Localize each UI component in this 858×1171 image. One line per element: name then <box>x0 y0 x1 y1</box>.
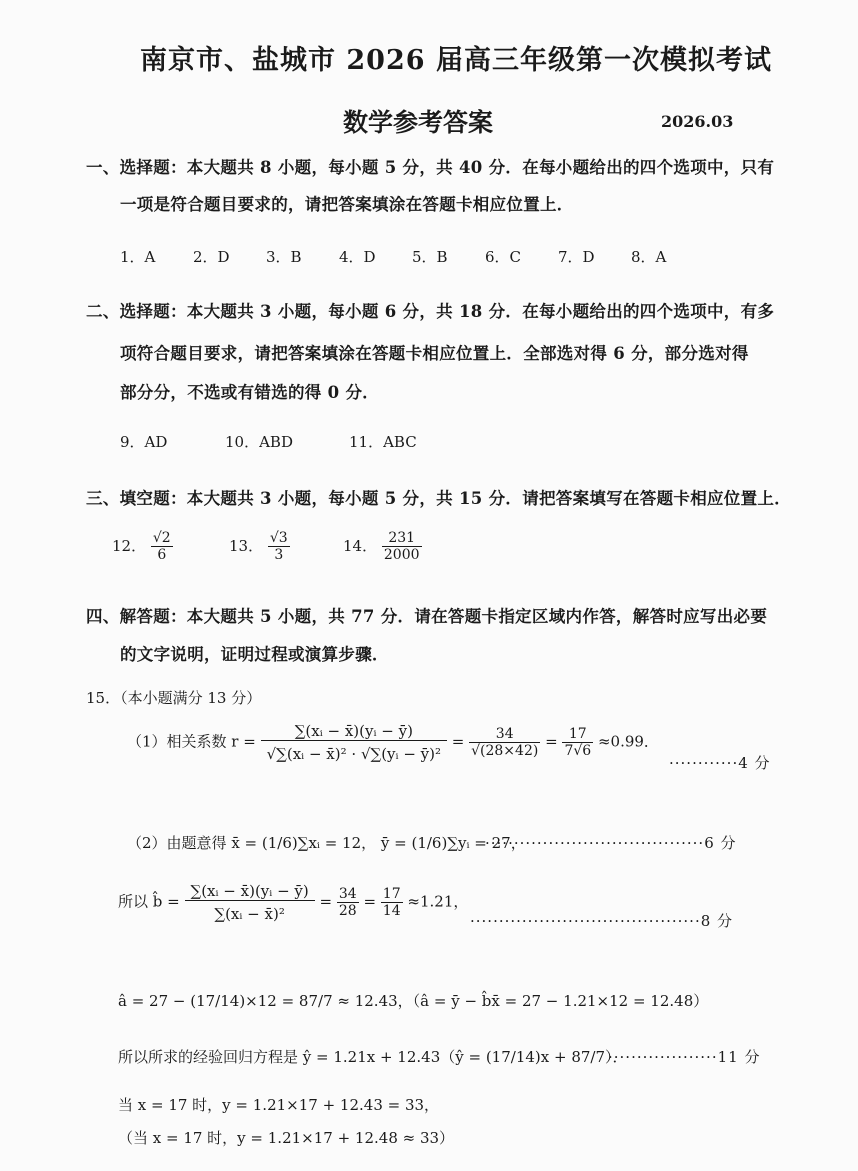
answer-item: 11．ABC <box>349 433 417 451</box>
exam-date: 2026.03 <box>661 112 734 131</box>
section3-heading: 三、填空题：本大题共 3 小题，每小题 5 分，共 15 分．请把答案填写在答题卡相应位置上． <box>86 489 791 508</box>
numerator: 17 <box>562 726 593 743</box>
part1-fraction-3 <box>562 726 593 759</box>
part2-score: ······································6 分 <box>485 834 737 852</box>
part1-lead: （1）相关系数 r = <box>127 732 256 751</box>
answer-item <box>112 530 229 563</box>
section2-heading-cont2: 部分分，不选或有错选的得 0 分． <box>120 383 380 402</box>
denominator: 28 <box>338 903 357 919</box>
part2-lead: （2）由题意得 <box>127 834 227 852</box>
part3-score: ········································8 分 <box>470 912 734 930</box>
score-text: 4 分 <box>738 754 771 772</box>
answer-item: 3．B <box>266 248 302 266</box>
numerator: ∑(xᵢ − x̄)(yᵢ − ȳ) <box>185 882 315 901</box>
section2-heading: 二、选择题：本大题共 3 小题，每小题 6 分，共 18 分．在每小题给出的四个选项中，有多 <box>86 302 775 321</box>
section3-answers <box>112 530 422 563</box>
denominator: 6 <box>157 547 167 563</box>
denominator: √(28×42) <box>471 743 539 759</box>
answer-fraction <box>268 530 290 563</box>
answer-item: 2．D <box>193 248 230 266</box>
answer-label: 13． <box>229 536 264 555</box>
q15-part3: 所以 b̂ = $\frac{\text{∑(xᵢ − x̄)(yᵢ − ȳ)}}{\text{∑(xᵢ − x̄)²}}$ = $\frac{34}{28}$ = $\frac{17}{14}$ ≈1.21， <box>118 882 469 923</box>
section1-answers <box>120 246 666 267</box>
denominator: 7√6 <box>564 743 592 759</box>
answer-item: 1．A <box>120 248 156 266</box>
denominator: ∑(xᵢ − x̄)² <box>214 905 285 923</box>
answer-item <box>229 530 343 563</box>
answer-item: 4．D <box>339 248 376 266</box>
section2-answers <box>120 431 417 452</box>
q15-header: 15．（本小题满分 13 分） <box>86 689 262 707</box>
numerator: √2 <box>152 530 171 546</box>
q15-part6-line1: 当 x = 17 时，y = 1.21×17 + 12.43 = 33， <box>118 1096 440 1114</box>
denominator: 2000 <box>383 547 420 563</box>
numerator: √3 <box>269 530 288 546</box>
numerator: 231 <box>382 530 422 547</box>
section1-heading-cont: 一项是符合题目要求的，请把答案填涂在答题卡相应位置上． <box>120 195 574 214</box>
part1-score: ············4 分 <box>669 754 771 772</box>
answer-fraction <box>382 530 422 563</box>
answer-fraction <box>151 530 173 563</box>
answer-label: 14． <box>343 536 378 555</box>
denominator: 3 <box>274 547 284 563</box>
denominator: √∑(xᵢ − x̄)² · √∑(yᵢ − ȳ)² <box>266 745 441 763</box>
answer-item: 10．ABD <box>225 433 293 451</box>
part2-xbar: x̄ = (1/6)∑xᵢ = 12， <box>231 834 377 852</box>
q15-part6-line2: （当 x = 17 时，y = 1.21×17 + 12.48 ≈ 33） <box>118 1129 455 1147</box>
score-text: 8 分 <box>700 912 734 930</box>
answer-label: 12． <box>112 536 147 555</box>
numerator: 34 <box>338 886 357 902</box>
part1-fraction-2 <box>469 726 540 759</box>
part3-fraction <box>185 882 315 923</box>
section1-heading: 一、选择题：本大题共 8 小题，每小题 5 分，共 40 分．在每小题给出的四个选项中，只有 <box>86 158 775 177</box>
part1-fraction <box>261 722 447 763</box>
section4-heading-cont: 的文字说明，证明过程或演算步骤． <box>120 645 389 664</box>
part3-lead: 所以 b̂ = <box>118 892 180 911</box>
part3-result: ≈1.21， <box>407 892 469 911</box>
section4-heading: 四、解答题：本大题共 5 小题，共 77 分．请在答题卡指定区域内作答，解答时应写出必要 <box>86 607 768 626</box>
answer-item: 7．D <box>558 248 595 266</box>
denominator: 14 <box>382 903 401 919</box>
q15-part4: â = 27 − (17/14)×12 = 87/7 ≈ 12.43，（â = ȳ − b̂x̄ = 27 − 1.21×12 = 12.48） <box>118 992 709 1010</box>
numerator: ∑(xᵢ − x̄)(yᵢ − ȳ) <box>261 722 447 741</box>
page-title: 南京市、盐城市 2026 届高三年级第一次模拟考试 <box>140 45 772 76</box>
part3-fraction-2 <box>337 886 359 919</box>
q15-part2 <box>127 832 526 853</box>
page-subtitle: 数学参考答案 <box>343 108 494 137</box>
score-text: 11 分 <box>717 1048 761 1066</box>
q15-part5: 所以所求的经验回归方程是 ŷ = 1.21x + 12.43（ŷ = (17/14)x + 87/7）． <box>118 1048 628 1066</box>
part2-ybar: ȳ = (1/6)∑yᵢ = 27， <box>380 834 526 852</box>
answer-item: 8．A <box>631 248 667 266</box>
q15-part1: （1）相关系数 r = $\frac{\text{∑(xᵢ − x̄)(yᵢ − ȳ)}}{\text{√∑(xᵢ − x̄)² · √∑(yᵢ − ȳ)²}}$ = $\frac{34}{√(28\times 42)}$ = $\frac{17}{7√6}$ ≈0.99． <box>127 722 659 763</box>
answer-item: 6．C <box>485 248 522 266</box>
answer-item: 5．B <box>412 248 448 266</box>
answer-item <box>343 530 422 563</box>
section2-heading-cont: 项符合题目要求，请把答案填涂在答题卡相应位置上．全部选对得 6 分，部分选对得 <box>120 344 749 363</box>
score-text: 6 分 <box>704 834 737 852</box>
part5-score: ···················11 分 <box>608 1048 761 1066</box>
part1-result: ≈0.99． <box>597 732 659 751</box>
part3-fraction-3 <box>381 886 403 919</box>
numerator: 34 <box>469 726 540 743</box>
answer-item: 9．AD <box>120 433 168 451</box>
numerator: 17 <box>382 886 401 902</box>
